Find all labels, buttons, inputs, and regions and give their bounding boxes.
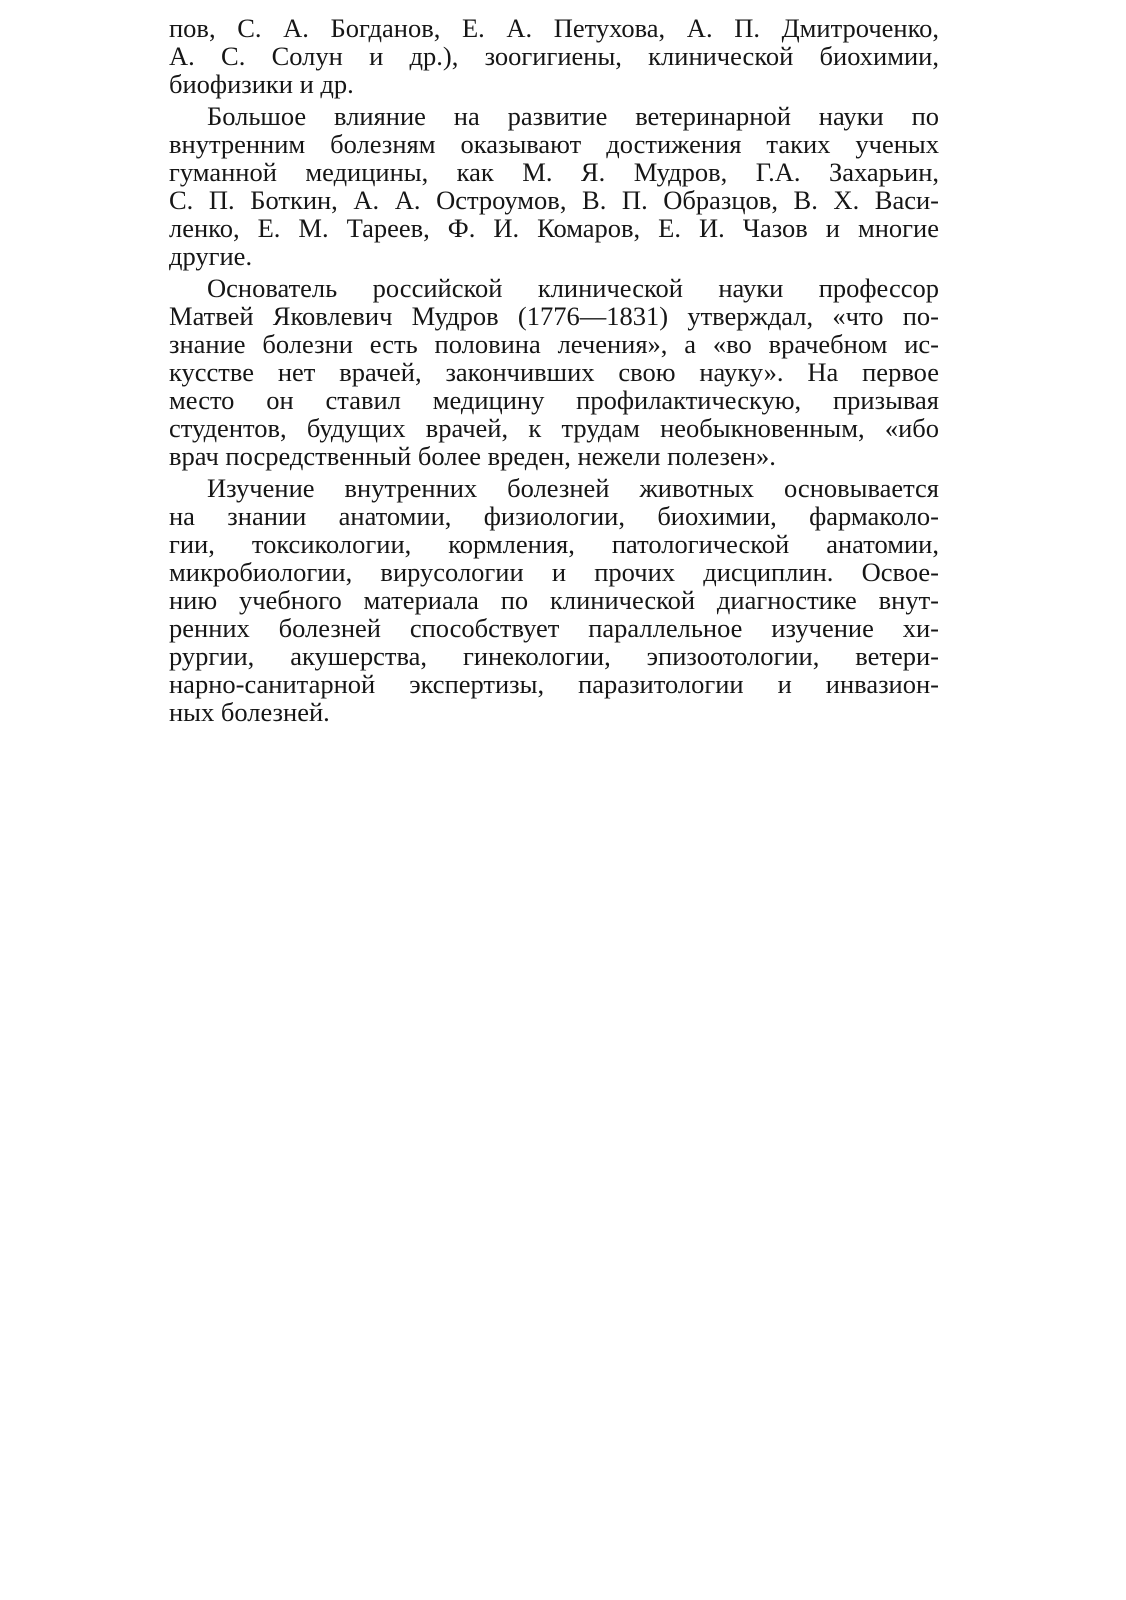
paragraph-3 bbox=[169, 274, 939, 470]
paragraph-line: нию учебного материала по клинической диагностике внут- bbox=[169, 585, 939, 615]
paragraph-4 bbox=[169, 474, 939, 726]
paragraph-line: Матвей Яковлевич Мудров (1776—1831) утверждал, «что по- bbox=[169, 301, 939, 331]
paragraph-line: на знании анатомии, физиологии, биохимии, фармаколо- bbox=[169, 501, 939, 531]
paragraph-line: рургии, акушерства, гинекологии, эпизоотологии, ветери- bbox=[169, 641, 939, 671]
paragraph-line: другие. bbox=[169, 241, 253, 271]
paragraph-line: врач посредственный более вреден, нежели полезен». bbox=[169, 441, 776, 471]
paragraph-line: гуманной медицины, как М. Я. Мудров, Г.А. Захарьин, bbox=[169, 157, 939, 187]
paragraph-line: знание болезни есть половина лечения», а «во врачебном ис- bbox=[169, 329, 939, 359]
paragraph-line: С. П. Боткин, А. А. Остроумов, В. П. Образцов, В. X. Васи- bbox=[169, 185, 939, 215]
paragraph-line: студентов, будущих врачей, к трудам необыкновенным, «ибо bbox=[169, 413, 939, 443]
paragraph-1 bbox=[169, 14, 939, 98]
paragraph-line: Изучение внутренних болезней животных основывается bbox=[207, 473, 939, 503]
paragraph-line: внутренним болезням оказывают достижения таких ученых bbox=[169, 129, 939, 159]
paragraph-line: нарно-санитарной экспертизы, паразитологии и инвазион- bbox=[169, 669, 939, 699]
paragraph-line: Основатель российской клинической науки профессор bbox=[207, 273, 939, 303]
paragraph-line: гии, токсикологии, кормления, патологической анатомии, bbox=[169, 529, 939, 559]
paragraph-line: ленко, Е. М. Тареев, Ф. И. Комаров, Е. И. Чазов и многие bbox=[169, 213, 939, 243]
paragraph-line: биофизики и др. bbox=[169, 69, 354, 99]
paragraph-line: ренних болезней способствует параллельное изучение хи- bbox=[169, 613, 939, 643]
body-text bbox=[169, 14, 939, 726]
paragraph-line: пов, С. А. Богданов, Е. А. Петухова, А. П. Дмитроченко, bbox=[169, 13, 939, 43]
paragraph-line: Большое влияние на развитие ветеринарной науки по bbox=[207, 101, 939, 131]
paragraph-line: кусстве нет врачей, закончивших свою науку». На первое bbox=[169, 357, 939, 387]
paragraph-line: место он ставил медицину профилактическую, призывая bbox=[169, 385, 939, 415]
paragraph-2 bbox=[169, 102, 939, 270]
paragraph-line: ных болезней. bbox=[169, 697, 330, 727]
paragraph-line: микробиологии, вирусологии и прочих дисциплин. Освое- bbox=[169, 557, 939, 587]
paragraph-line: А. С. Солун и др.), зоогигиены, клинической биохимии, bbox=[169, 41, 939, 71]
